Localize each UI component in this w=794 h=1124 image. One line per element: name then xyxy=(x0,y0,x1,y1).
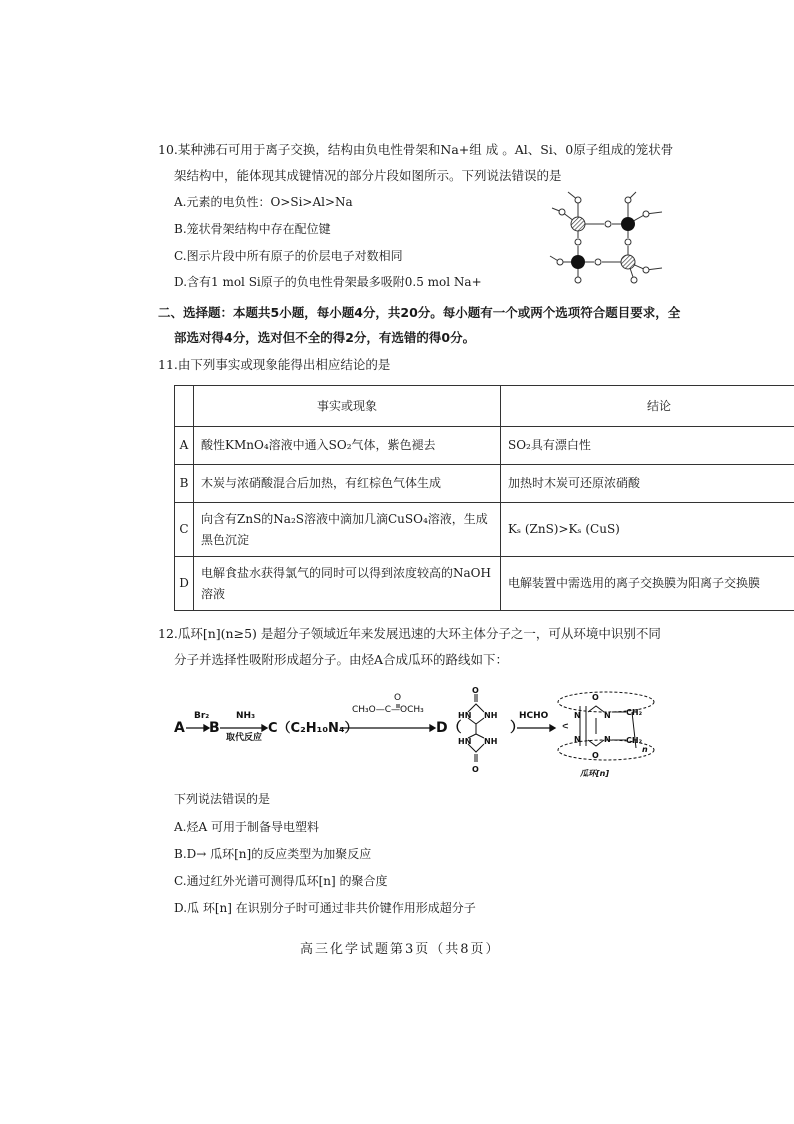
table-header-row xyxy=(175,386,794,427)
route-c: C（C₂H₁₀N₄） xyxy=(268,721,358,736)
route-reagent: CH₃O—C—OCH₃ xyxy=(352,705,424,715)
ring-n4: N xyxy=(604,735,611,744)
q10-stem-line1: 10.某种沸石可用于离子交换，结构由负电性骨架和Na+组 成 。Al、Si、0原子组成的笼状骨 xyxy=(158,142,674,157)
row-fact: 木炭与浓硝酸混合后加热，有红棕色气体生成 xyxy=(194,465,501,503)
q10-option-b: B.笼状骨架结构中存在配位键 xyxy=(174,222,331,236)
atom-o-bottom: O xyxy=(472,765,479,774)
ring-o-bottom: O xyxy=(592,751,599,760)
q11-stem: 11.由下列事实或现象能得出相应结论的是 xyxy=(158,357,391,372)
table-row xyxy=(175,427,794,465)
q12-question: 下列说法错误的是 xyxy=(174,792,271,806)
table-row xyxy=(175,465,794,503)
q12-option-a: A.烃A 可用于制备导电塑料 xyxy=(174,820,319,834)
q12-stem-line1: 12.瓜环[n](n≥5) 是超分子领域近年来发展迅速的大环主体分子之一，可从环境中识别不同 xyxy=(158,626,661,641)
ring-n-subscript: n xyxy=(642,745,648,754)
q12-option-d: D.瓜 环[n] 在识别分子时可通过非共价键作用形成超分子 xyxy=(174,901,476,915)
route-br2: Br₂ xyxy=(194,711,210,721)
route-product-label: 瓜环[n] xyxy=(580,769,610,778)
table-header-blank xyxy=(175,386,194,427)
row-conclusion: 电解装置中需选用的离子交换膜为阳离子交换膜 xyxy=(501,557,794,611)
row-label: D xyxy=(175,557,194,611)
ring-n2: N xyxy=(604,711,611,720)
table-header-conclusion: 结论 xyxy=(501,386,794,427)
route-hcho: HCHO xyxy=(519,711,549,721)
synthesis-route-diagram xyxy=(172,678,672,780)
atom-hn-lower: HN xyxy=(458,737,472,746)
ring-o-top: O xyxy=(592,693,599,702)
section2-instruction-line1: 二、选择题：本题共5小题，每小题4分，共20分。每小题有一个或两个选项符合题目要求，全 xyxy=(158,305,681,320)
table-row xyxy=(175,503,794,557)
table-header-fact: 事实或现象 xyxy=(194,386,501,427)
q10-option-c: C.图示片段中所有原子的价层电子对数相同 xyxy=(174,249,403,263)
route-a: A xyxy=(174,720,185,736)
atom-o-top: O xyxy=(472,686,479,695)
row-fact: 向含有ZnS的Na₂S溶液中滴加几滴CuSO₄溶液，生成黑色沉淀 xyxy=(194,503,501,557)
row-label: A xyxy=(175,427,194,465)
section2-instruction-line2: 部选对得4分，选对但不全的得2分，有选错的得0分。 xyxy=(174,330,476,345)
route-d-close: ） xyxy=(510,720,524,736)
row-conclusion: SO₂具有漂白性 xyxy=(501,427,794,465)
ring-n1: N xyxy=(574,711,581,720)
row-conclusion: Kₛ (ZnS)>Kₛ (CuS) xyxy=(501,503,794,557)
q11-table xyxy=(174,385,794,611)
q10-stem-line2: 架结构中，能体现其成键情况的部分片段如图所示。下列说法错误的是 xyxy=(174,168,562,183)
row-label: C xyxy=(175,503,194,557)
route-reagent-o: O xyxy=(394,693,402,703)
q12-stem-line2: 分子并选择性吸附形成超分子。由烃A合成瓜环的路线如下： xyxy=(174,652,509,667)
q12-option-b: B.D→ 瓜环[n]的反应类型为加聚反应 xyxy=(174,847,372,861)
ring-ch2-bottom: CH₂ xyxy=(626,736,643,745)
row-conclusion: 加热时木炭可还原浓硝酸 xyxy=(501,465,794,503)
atom-nh: NH xyxy=(484,711,498,720)
ring-n3: N xyxy=(574,735,581,744)
q10-option-a: A.元素的电负性：O>Si>Al>Na xyxy=(174,195,353,209)
table-row xyxy=(175,557,794,611)
atom-nh-lower: NH xyxy=(484,737,498,746)
q10-option-d: D.含有1 mol Si原子的负电性骨架最多吸附0.5 mol Na+ xyxy=(174,275,482,289)
zeolite-framework-diagram xyxy=(548,184,668,284)
route-d: D（ xyxy=(436,720,462,736)
row-label: B xyxy=(175,465,194,503)
atom-hn: HN xyxy=(458,711,472,720)
row-fact: 电解食盐水获得氯气的同时可以得到浓度较高的NaOH溶液 xyxy=(194,557,501,611)
q12-option-c: C.通过红外光谱可测得瓜环[n] 的聚合度 xyxy=(174,874,388,888)
ring-ch2-top: CH₂ xyxy=(626,708,643,717)
route-b: B xyxy=(209,720,220,736)
row-fact: 酸性KMnO₄溶液中通入SO₂气体，紫色褪去 xyxy=(194,427,501,465)
route-substitution: 取代反应 xyxy=(226,733,263,743)
page-footer: 高三化学试题第3页（共8页） xyxy=(300,942,501,957)
route-nh3: NH₃ xyxy=(236,711,256,721)
